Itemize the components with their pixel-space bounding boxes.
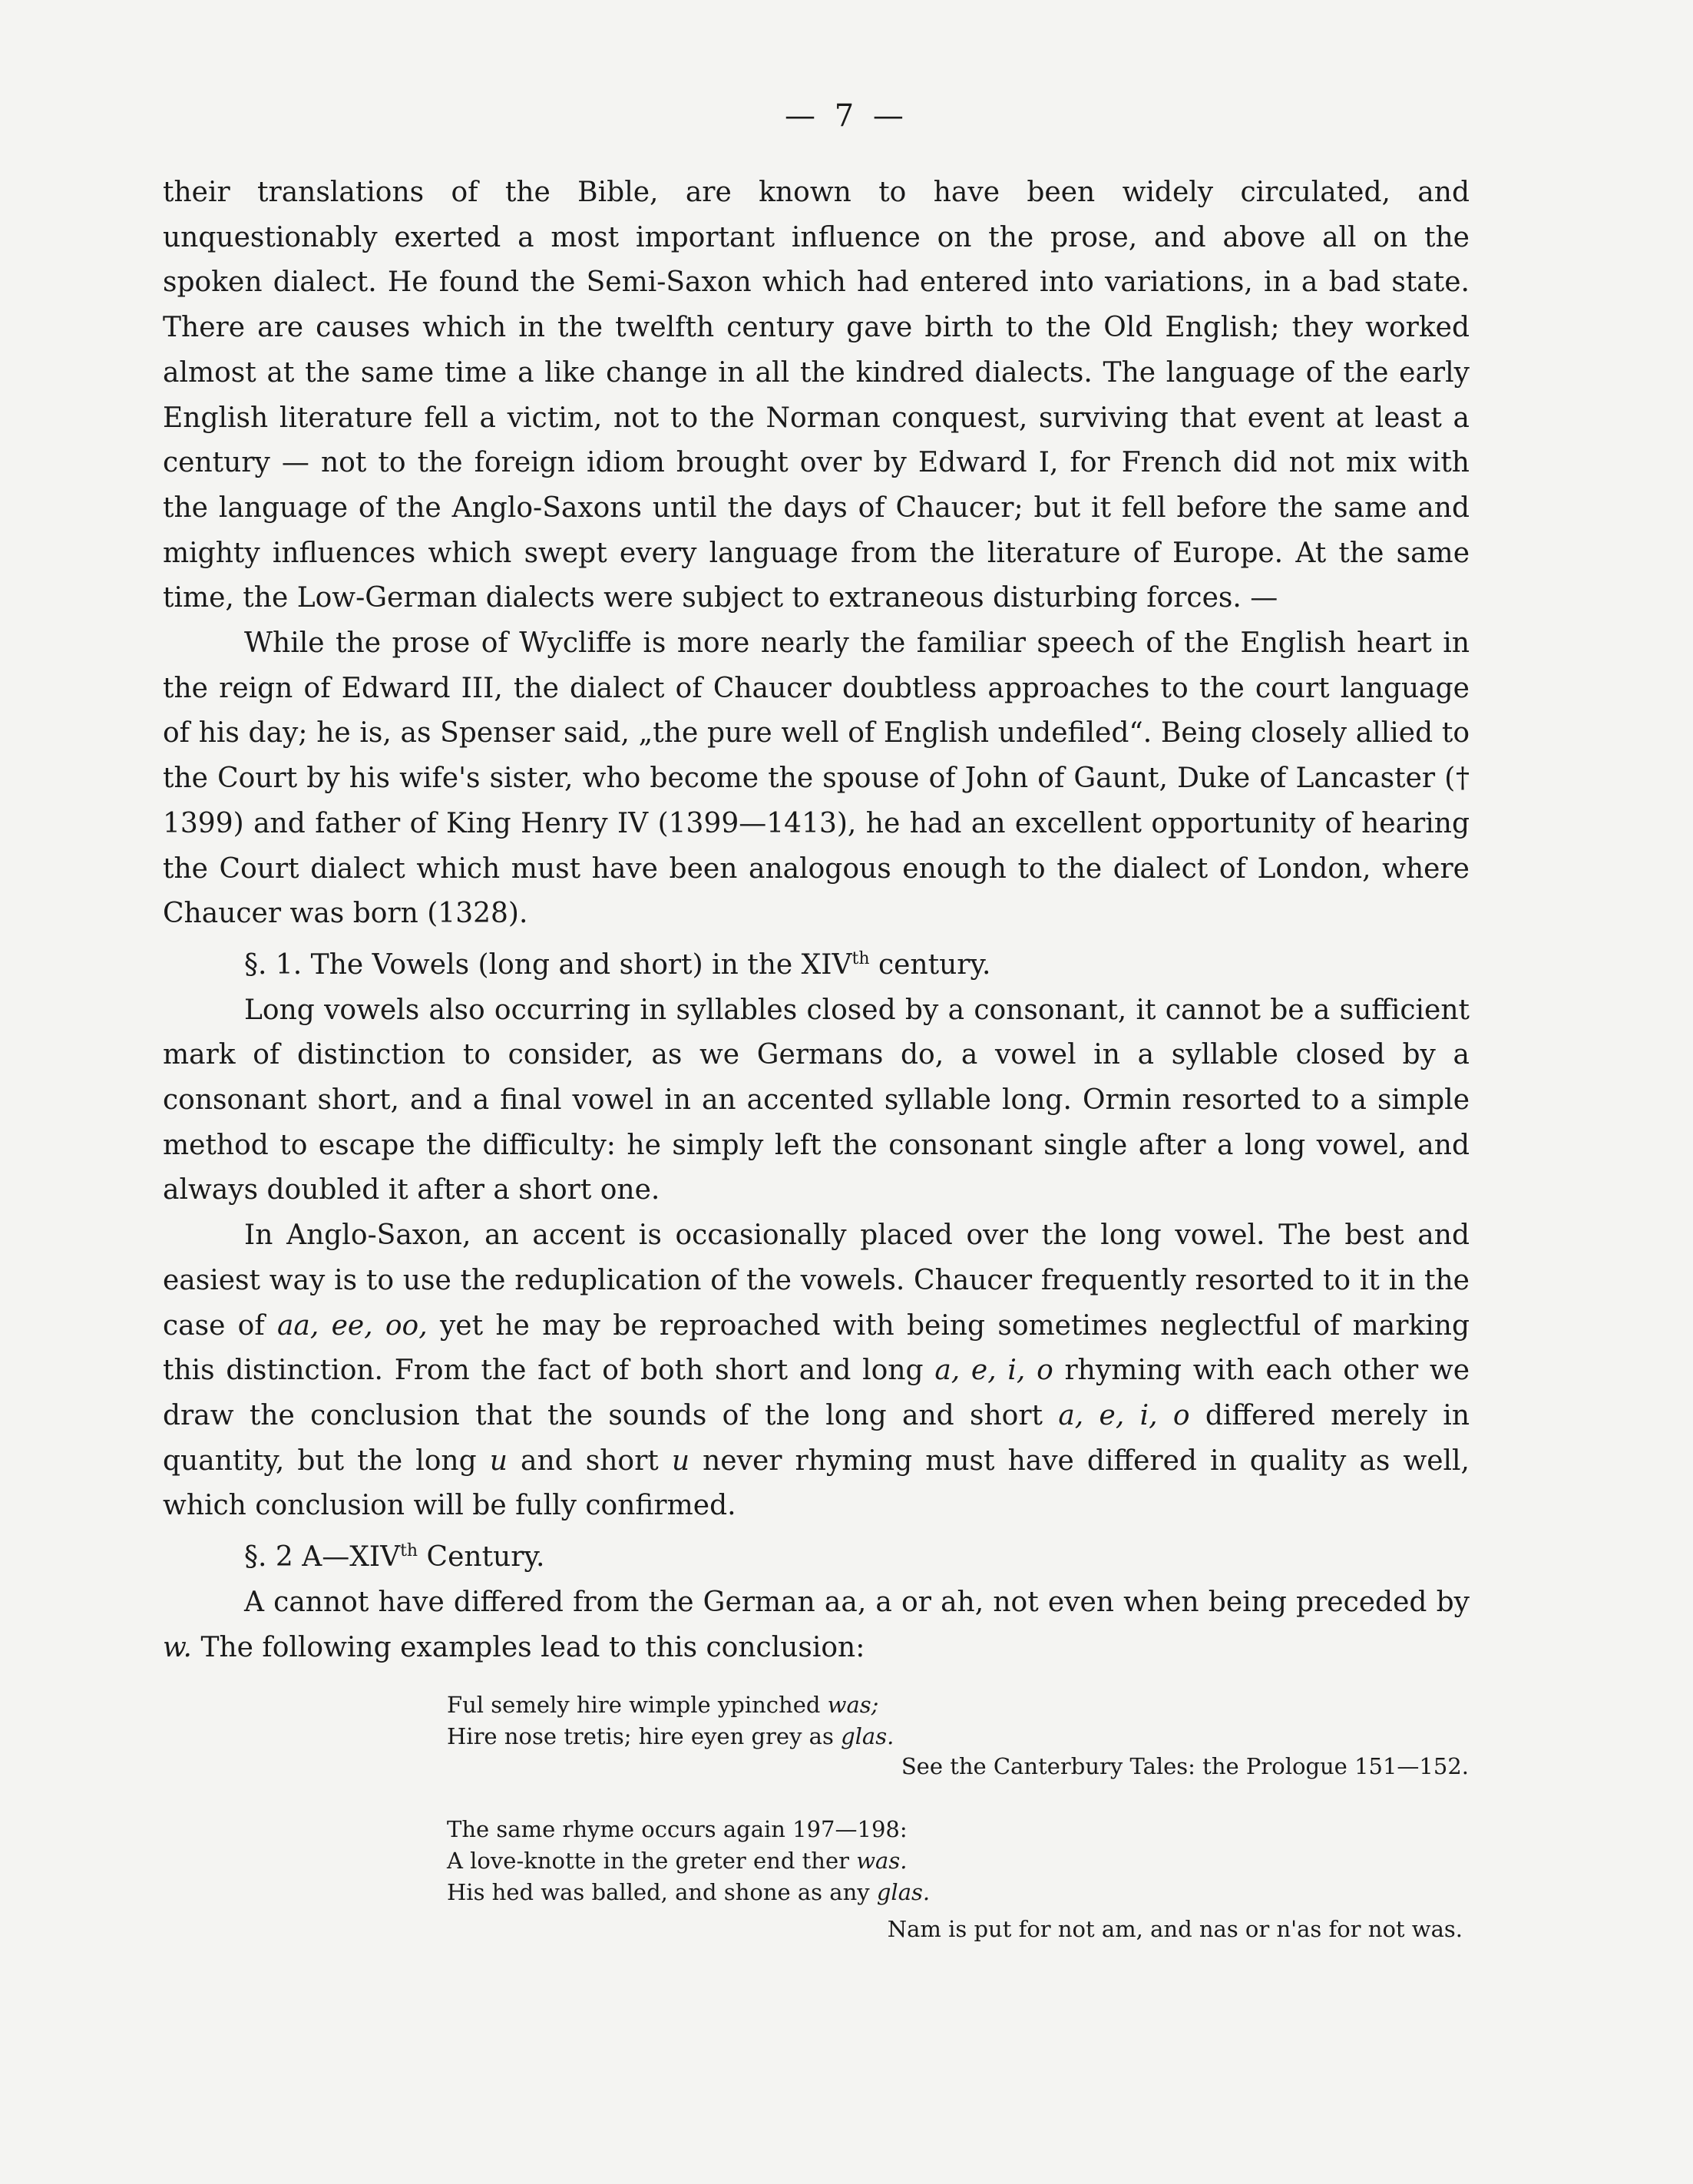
quote-2-line-1: A love-knotte in the greter end ther was. xyxy=(447,1848,908,1874)
page-number: — 7 — xyxy=(785,98,908,134)
footnote-line: Nam is put for not am, and nas or n'as for not was. xyxy=(887,1916,1463,1942)
paragraph-2: While the prose of Wycliffe is more nearly the familiar speech of the English heart in the reign of Edward III, the dialect of Chaucer doubtless approaches to the court language of his day; he is, as Spenser said, „the pure well of English undefiled“. Being closely allied to the Court by his wife's sister, who become the spouse of John of Gaunt, Duke of Lancaster († 1399) and father of King Henry IV (1399—1413), he had an excellent opportunity of hearing the Court dialect which must have been analogous enough to the dialect of London, where Chaucer was born (1328). xyxy=(163,627,1470,930)
quote-1-line-1: Ful semely hire wimple ypinched was; xyxy=(447,1692,879,1718)
paragraph-1: their translations of the Bible, are known to have been widely circulated, and unquestionably exerted a most important influence on the prose, and above all on the spoken dialect. He found the Semi-Saxon which had entered into variations, in a bad state. There are causes which in the twelfth century gave birth to the Old English; they worked almost at the same time a like change in all the kindred dialects. The language of the early English literature fell a victim, not to the Norman conquest, surviving that event at least a century — not to the foreign idiom brought over by Edward I, for French did not mix with the language of the Anglo-Saxons until the days of Chaucer; but it fell before the same and mighty influences which swept every language from the literature of Europe. At the same time, the Low-German dialects were subject to extraneous disturbing forces. — xyxy=(163,177,1470,614)
body-text xyxy=(163,170,1470,1670)
reference-line: See the Canterbury Tales: the Prologue 151—152. xyxy=(901,1753,1469,1779)
section-heading-1: §. 1. The Vowels (long and short) in the XIVth century. xyxy=(244,948,991,981)
quote-2 xyxy=(447,1814,930,1908)
paragraph-5: A cannot have differed from the German aa, a or ah, not even when being preceded by w. The following examples lead to this conclusion: xyxy=(163,1586,1470,1663)
paragraph-4: In Anglo-Saxon, an accent is occasionally placed over the long vowel. The best and easiest way is to use the reduplication of the vowels. Chaucer frequently resorted to it in the case of aa, ee, oo, yet he may be reproached with being sometimes neglectful of marking this distinction. From the fact of both short and long a, e, i, o rhyming with each other we draw the conclusion that the sounds of the long and short a, e, i, o differed merely in quantity, but the long u and short u never rhyming must have differed in quality as well, which conclusion will be fully confirmed. xyxy=(163,1219,1470,1522)
section-heading-2: §. 2 A—XIVth Century. xyxy=(244,1541,545,1573)
quote-1 xyxy=(447,1689,894,1752)
quote-1-line-2: Hire nose tretis; hire eyen grey as glas. xyxy=(447,1723,894,1749)
quote-2-intro: The same rhyme occurs again 197—198: xyxy=(447,1816,908,1842)
quote-2-line-2: His hed was balled, and shone as any glas. xyxy=(447,1879,931,1905)
paragraph-3: Long vowels also occurring in syllables closed by a consonant, it cannot be a sufficient mark of distinction to consider, as we Germans do, a vowel in a syllable closed by a consonant short, and a final vowel in an accented syllable long. Ormin resorted to a simple method to escape the difficulty: he simply left the consonant single after a long vowel, and always doubled it after a short one. xyxy=(163,994,1470,1206)
